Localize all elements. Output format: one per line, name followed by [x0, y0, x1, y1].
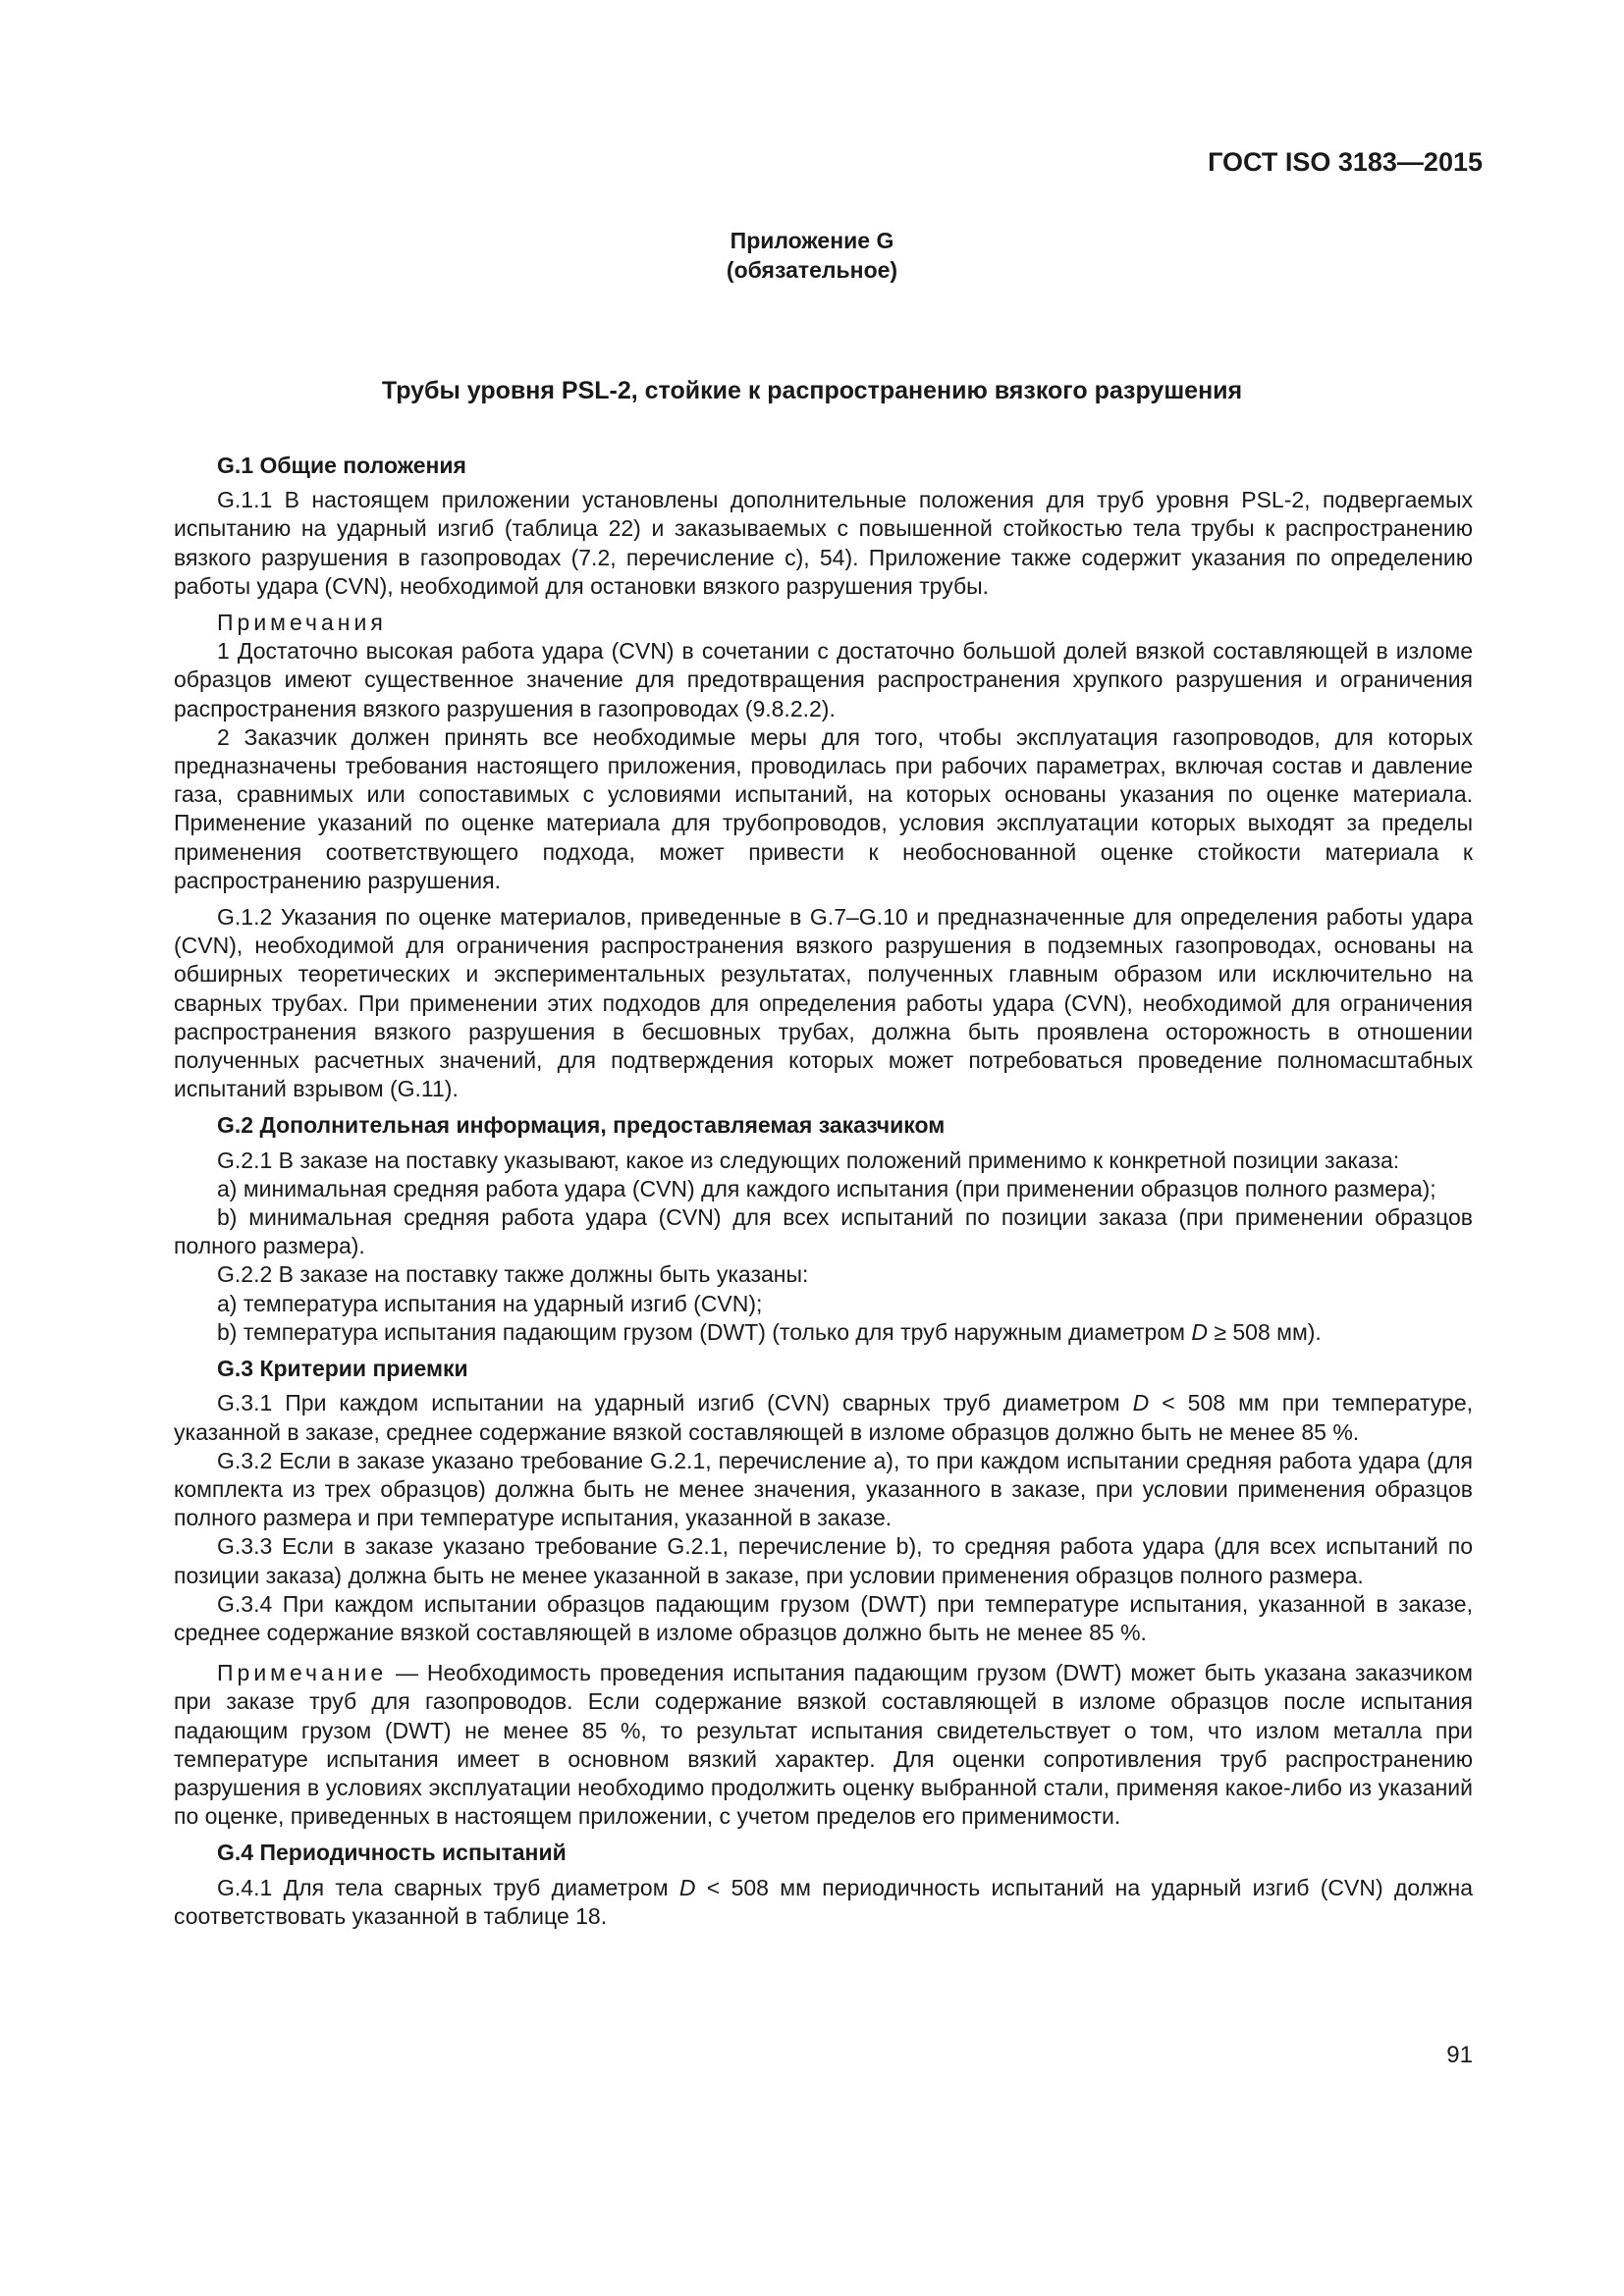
list-item-g2-2-a: a) температура испытания на ударный изгиб (CVN); [217, 1290, 763, 1316]
paragraph-g3-3: G.3.3 Если в заказе указано требование G.2.1, перечисление b), то средняя работа удара (для всех испытаний по позиции заказа) должна быть не менее указанной в заказе, при условии применения образцов полного размера. [174, 1533, 1473, 1588]
section-heading-g4: G.4 Периодичность испытаний [217, 1840, 567, 1866]
note-2: 2 Заказчик должен принять все необходимые меры для того, чтобы эксплуатация газопроводов, для которых предназначены требования настоящего приложения, проводилась при рабочих параметрах, включая состав и давление газа, сравнимых или сопоставимых с условиями испытаний, на которых основаны указания по оценке материала. Применение указаний по оценке материала для трубопроводов, условия эксплуатации которых выходят за пределы применения соответствующего подхода, может привести к необоснованной оценке стойкости материала к распространению разрушения. [174, 723, 1473, 893]
paragraph-g1-2: G.1.2 Указания по оценке материалов, приведенные в G.7–G.10 и предназначенные для определения работы удара (CVN), необходимой для ограничения распространения вязкого разрушения в подземных газопроводах, основаны на обширных теоретических и экспериментальных результатах, полученных главным образом или исключительно на сварных трубах. При применении этих подходов для определения работы удара (CVN), необходимой для ограничения распространения вязкого разрушения в бесшовных трубах, должна быть проявлена осторожность в отношении полученных расчетных значений, для подтверждения которых может потребоваться проведение полномасштабных испытаний взрывом (G.11). [174, 904, 1473, 1102]
paragraph-g4-1: G.4.1 Для тела сварных труб диаметром D < 508 мм периодичность испытаний на ударный изгиб (CVN) должна соответствовать указанной в таблице 18. [174, 1874, 1473, 1929]
section-heading-g3: G.3 Критерии приемки [217, 1356, 468, 1382]
annex-title: Приложение G [730, 228, 894, 253]
document-body [174, 452, 1473, 1931]
annex-status: (обязательное) [726, 257, 898, 283]
paragraph-g1-1: G.1.1 В настоящем приложении установлены дополнительные положения для труб уровня PSL-2, подвергаемых испытанию на ударный изгиб (таблица 22) и заказываемых с повышенной стойкостью тела трубы к распространению вязкого разрушения в газопроводах (7.2, перечисление с), 54). Приложение также содержит указания по определению работы удара (CVN), необходимой для остановки вязкого разрушения трубы. [174, 487, 1473, 599]
document-title: Трубы уровня PSL-2, стойкие к распространению вязкого разрушения [381, 377, 1243, 404]
notes-label: Примечания [217, 610, 387, 636]
note-g3: Примечание — Необходимость проведения испытания падающим грузом (DWT) может быть указана заказчиком при заказе труб для газопроводов. Если содержание вязкой составляющей в изломе образцов после испытания падающим грузом (DWT) не менее 85 %, то результат испытания свидетельствует о том, что излом металла при температуре испытания имеет в основном вязкий характер. Для оценки сопротивления труб распространению разрушения в условиях эксплуатации необходимо продолжить оценку выбранной стали, применяя какое-либо из указаний по оценке, приведенных в настоящем приложении, с учетом пределов его применимости. [174, 1660, 1473, 1830]
list-item-g2-1-a: a) минимальная средняя работа удара (CVN) для каждого испытания (при применении образцов полного размера); [217, 1175, 1436, 1201]
page-number: 91 [1446, 2042, 1473, 2068]
section-heading-g1: G.1 Общие положения [217, 453, 466, 478]
list-item-g2-2-b: b) температура испытания падающим грузом (DWT) (только для труб наружным диаметром D ≥ 508 мм). [217, 1318, 1322, 1345]
section-heading-g2: G.2 Дополнительная информация, предоставляемая заказчиком [217, 1112, 946, 1139]
standard-designation: ГОСТ ISO 3183—2015 [1208, 147, 1483, 177]
paragraph-g3-2: G.3.2 Если в заказе указано требование G.2.1, перечисление a), то при каждом испытании средняя работа удара (для комплекта из трех образцов) должна быть не менее значения, указанного в заказе, при условии применения образцов полного размера и при температуре испытания, указанной в заказе. [174, 1447, 1473, 1531]
paragraph-g2-2: G.2.2 В заказе на поставку также должны быть указаны: [217, 1261, 809, 1288]
note-label: Примечание [217, 1660, 388, 1686]
note-1: 1 Достаточно высокая работа удара (CVN) в сочетании с достаточно большой долей вязкой составляющей в изломе образцов имеют существенное значение для предотвращения распространения хрупкого разрушения и ограничения распространения вязкого разрушения в газопроводах (9.8.2.2). [174, 638, 1473, 721]
paragraph-g3-4: G.3.4 При каждом испытании образцов падающим грузом (DWT) при температуре испытания, указанной в заказе, среднее содержание вязкой составляющей в изломе образцов должно быть не менее 85 %. [174, 1590, 1473, 1645]
paragraph-g2-1: G.2.1 В заказе на поставку указывают, какое из следующих положений применимо к конкретной позиции заказа: [217, 1147, 1400, 1173]
list-item-g2-1-b: b) минимальная средняя работа удара (CVN) для всех испытаний по позиции заказа (при применении образцов полного размера). [174, 1204, 1473, 1259]
paragraph-g3-1: G.3.1 При каждом испытании на ударный изгиб (CVN) сварных труб диаметром D < 508 мм при температуре, указанной в заказе, среднее содержание вязкой составляющей в изломе образцов должно быть не менее 85 %. [174, 1390, 1473, 1445]
